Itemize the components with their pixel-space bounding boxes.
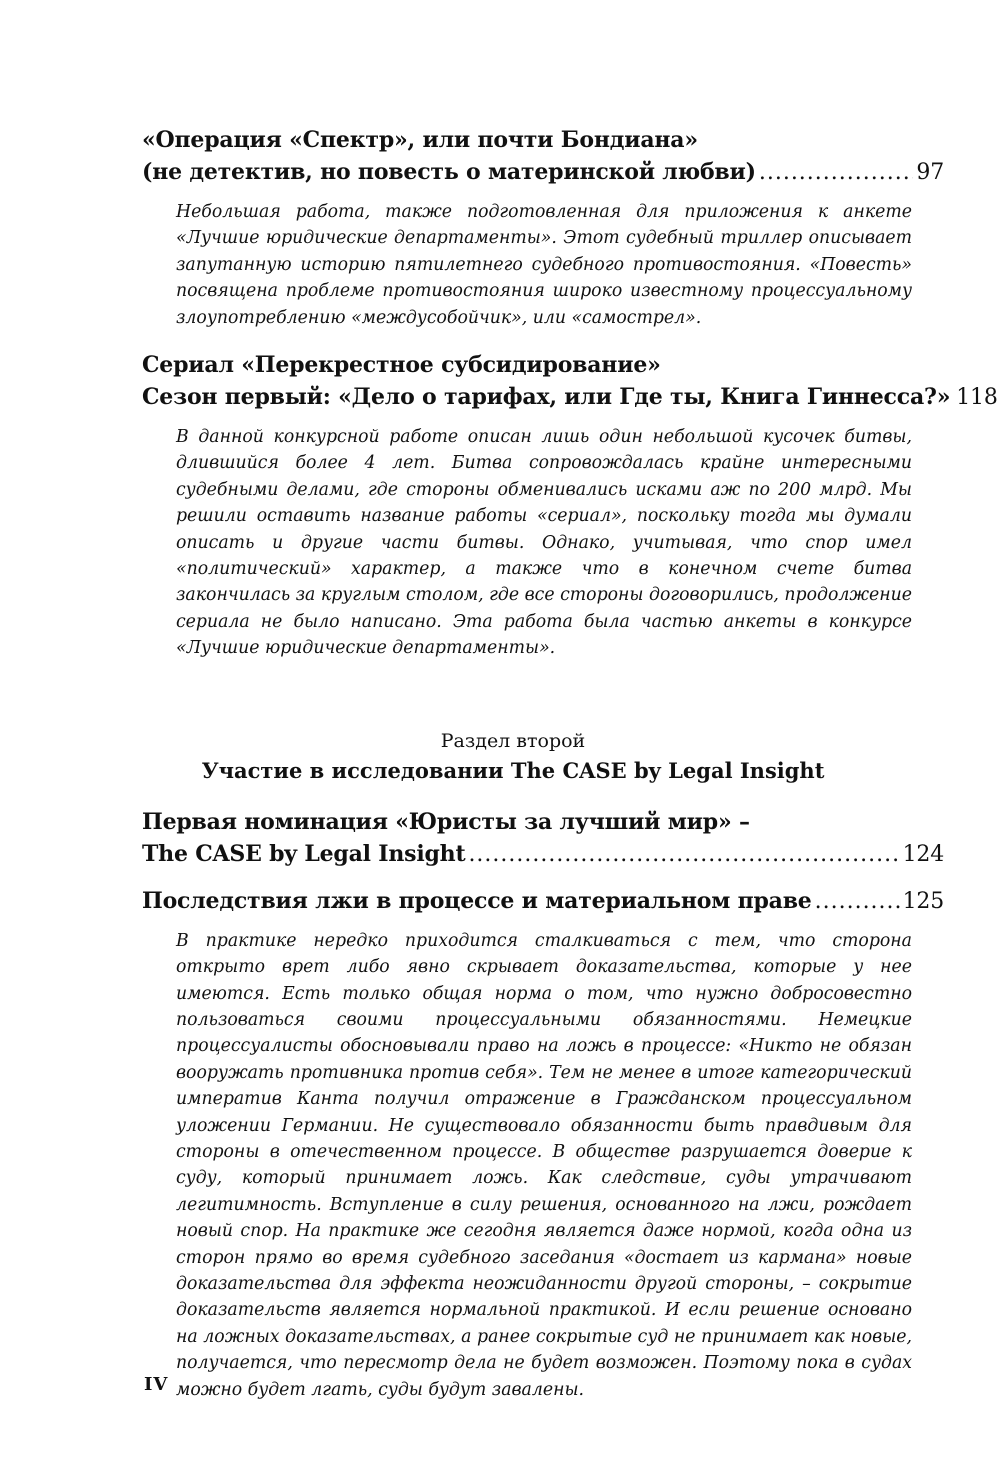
entry-annotation: В данной конкурсной работе описан лишь один небольшой кусочек битвы, длившийся более 4 лет. Битва сопровождалась крайне интересными судебными делами, где стороны обменивались исками аж по 200 млрд. Мы решили оставить название работы «сериал», поскольку тогда мы думали описать и другие части битвы. Однако, учитывая, что спор имел «политический» характер, а также что в конечном счете битва закончилась за круглым столом, где все стороны договорились, продолжение сериала не было написано. Эта работа была частью анкеты в конкурсе «Лучшие юридические департаменты». bbox=[176, 427, 912, 659]
toc-page bbox=[142, 124, 998, 1403]
toc-entry bbox=[142, 806, 944, 871]
entry-title-text: The CASE by Legal Insight bbox=[142, 840, 466, 867]
entry-title-line: Сериал «Перекрестное субсидирование» bbox=[142, 352, 661, 379]
page-ref: 125 bbox=[902, 888, 944, 914]
section-heading bbox=[142, 726, 884, 786]
page-ref: 118 bbox=[956, 385, 998, 411]
dot-leader bbox=[759, 156, 914, 189]
toc-entry bbox=[142, 349, 998, 662]
entry-title-text: (не детектив, но повесть о материнской любви) bbox=[142, 159, 756, 185]
page-number: IV bbox=[144, 1374, 169, 1395]
page-ref: 97 bbox=[916, 160, 944, 185]
entry-title-line-with-page[interactable] bbox=[142, 838, 944, 871]
section-label: Раздел второй bbox=[440, 729, 586, 752]
entry-title-line: Первая номинация «Юристы за лучший мир» – bbox=[142, 808, 750, 835]
dot-leader bbox=[468, 838, 899, 871]
entry-title-line: «Операция «Спектр», или почти Бондиана» bbox=[142, 127, 698, 153]
entry-title-text: Последствия лжи в процессе и материальном праве bbox=[142, 887, 812, 914]
entry-title-line-with-page[interactable] bbox=[142, 381, 998, 414]
toc-entry bbox=[142, 124, 944, 331]
section-title: Участие в исследовании The CASE by Legal Insight bbox=[201, 757, 825, 783]
entry-annotation: В практике нередко приходится сталкиваться с тем, что сторона открыто врет либо явно скрывает доказательства, которые у нее имеются. Есть только общая норма о том, что нужно добросовестно пользоваться своими процессуальными обязанностями. Немецкие процессуалисты обосновывали право на ложь в процессе: «Никто не обязан вооружать противника против себя». Тем не менее в итоге категорический императив Канта получил отражение в Гражданском процессуальном уложении Германии. Не существовало обязанности быть правдивым для стороны в отечественном процессе. В обществе разрушается доверие к суду, который принимает ложь. Как следствие, суды утрачивают легитимность. Вступление в силу решения, основанного на лжи, рождает новый спор. На практике же сегодня является даже нормой, когда одна из сторон прямо во время судебного заседания «достает из кармана» новые доказательства для эффекта неожиданности другой стороны, – сокрытие доказательств является нормальной практикой. И если решение основано на ложных доказательствах, а ранее сокрытые суд не принимает как новые, получается, что пересмотр дела не будет возможен. Поэтому пока в судах можно будет лгать, суды будут завалены. bbox=[176, 930, 912, 1400]
entry-title-text: Сезон первый: «Дело о тарифах, или Где ты, Книга Гиннесса?» bbox=[142, 384, 951, 411]
entry-annotation: Небольшая работа, также подготовленная для приложения к анкете «Лучшие юридические департаменты». Этот судебный триллер описывает запутанную историю пятилетнего судебного противостояния. «Повесть» посвящена проблеме противостояния широко известному процессуальному злоупотреблению «междусобойчик», или «самострел». bbox=[176, 202, 912, 328]
dot-leader bbox=[815, 885, 900, 918]
toc-entry bbox=[142, 885, 944, 1403]
entry-title-line-with-page[interactable] bbox=[142, 885, 944, 918]
entry-title-line-with-page[interactable] bbox=[142, 156, 944, 189]
page-ref: 124 bbox=[902, 841, 944, 867]
